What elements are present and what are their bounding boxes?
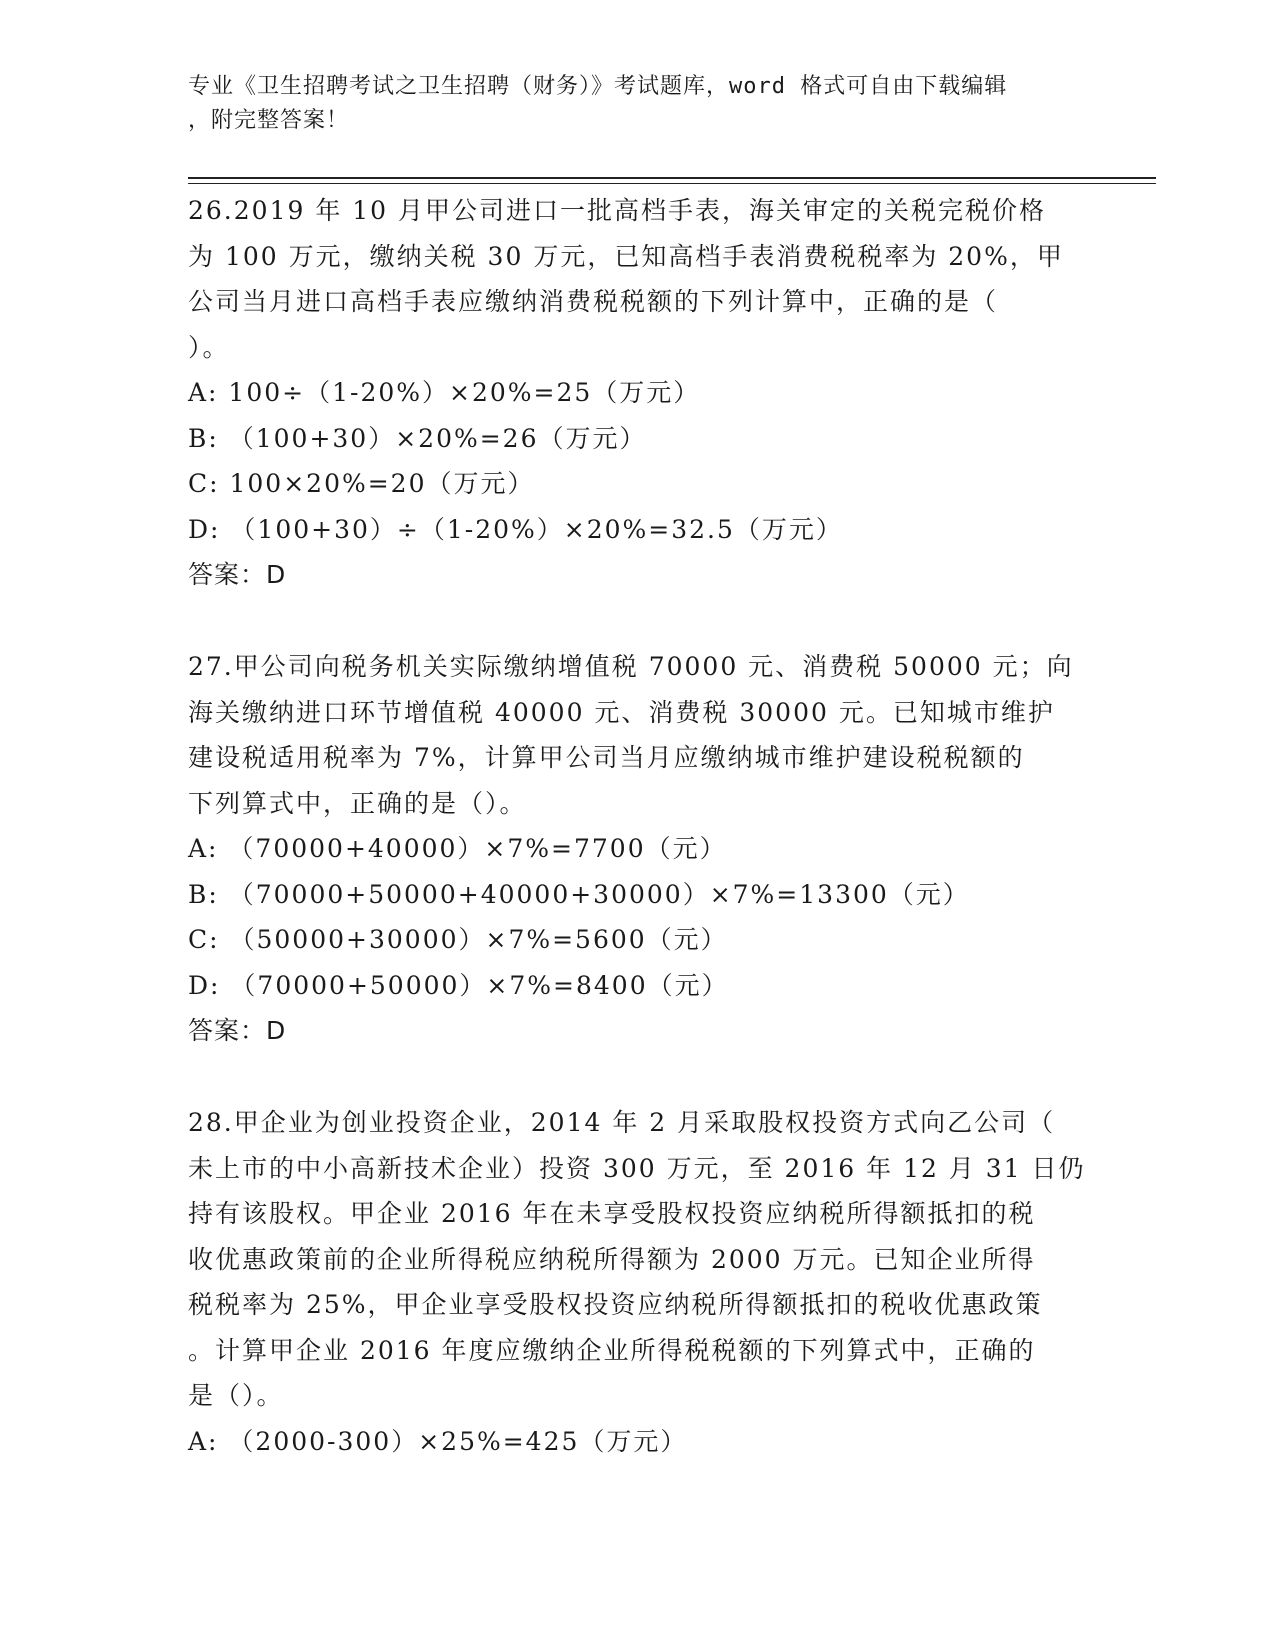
stem-line: 公司当月进口高档手表应缴纳消费税税额的下列计算中，正确的是（: [188, 287, 999, 316]
answer-line: 答案：D: [188, 1016, 287, 1045]
stem-line: 28.甲企业为创业投资企业，2014 年 2 月采取股权投资方式向乙公司（: [188, 1108, 1056, 1137]
question-stem: [188, 1100, 1088, 1419]
stem-line: 26.2019 年 10 月甲公司进口一批高档手表，海关审定的关税完税价格: [188, 196, 1047, 225]
option-a: A: （2000-300）×25%=425（万元）: [188, 1426, 688, 1456]
option-c: C: （50000+30000）×7%=5600（元）: [188, 925, 728, 954]
stem-line: 。计算甲企业 2016 年度应缴纳企业所得税税额的下列算式中，正确的: [188, 1335, 1036, 1365]
header-line-2: ，附完整答案！: [188, 108, 350, 133]
stem-line: 未上市的中小高新技术企业）投资 300 万元，至 2016 年 12 月 31 日仍: [188, 1153, 1086, 1183]
question-28: [188, 1100, 1088, 1464]
stem-line: 为 100 万元，缴纳关税 30 万元，已知高档手表消费税税率为 20%，甲: [188, 241, 1064, 271]
stem-line: 税税率为 25%，甲企业享受股权投资应纳税所得额抵扣的税收优惠政策: [188, 1290, 1043, 1319]
stem-line: 建设税适用税率为 7%，计算甲公司当月应缴纳城市维护建设税税额的: [188, 743, 1025, 772]
option-d: D: （70000+50000）×7%=8400（元）: [188, 970, 729, 1000]
header-line-1: 专业《卫生招聘考试之卫生招聘（财务）》考试题库，word 格式可自由下载编辑: [188, 74, 1008, 99]
header-divider-thick: [188, 177, 1156, 179]
question-stem: [188, 188, 1088, 370]
question-26: [188, 188, 1088, 598]
stem-line: 下列算式中，正确的是（）。: [188, 788, 527, 818]
option-a: A: 100÷（1-20%）×20%=25（万元）: [188, 378, 701, 407]
stem-line: 持有该股权。甲企业 2016 年在未享受股权投资应纳税所得额抵扣的税: [188, 1199, 1036, 1228]
stem-line: ）。: [188, 332, 230, 362]
answer-line: 答案：D: [188, 560, 287, 589]
stem-line: 海关缴纳进口环节增值税 40000 元、消费税 30000 元。已知城市维护: [188, 697, 1055, 727]
option-c: C: 100×20%=20（万元）: [188, 469, 535, 498]
option-b: B: （100+30）×20%=26（万元）: [188, 423, 647, 453]
stem-line: 是（）。: [188, 1381, 284, 1410]
option-d: D: （100+30）÷（1-20%）×20%=32.5（万元）: [188, 514, 843, 544]
question-27: [188, 644, 1088, 1054]
option-a: A: （70000+40000）×7%=7700（元）: [188, 834, 727, 863]
stem-line: 收优惠政策前的企业所得税应纳税所得额为 2000 万元。已知企业所得: [188, 1244, 1036, 1274]
document-header: [188, 70, 1088, 138]
header-divider-thin: [188, 183, 1156, 184]
question-stem: [188, 644, 1088, 826]
stem-line: 27.甲公司向税务机关实际缴纳增值税 70000 元、消费税 50000 元；向: [188, 652, 1074, 681]
option-b: B: （70000+50000+40000+30000）×7%=13300（元）: [188, 879, 970, 909]
